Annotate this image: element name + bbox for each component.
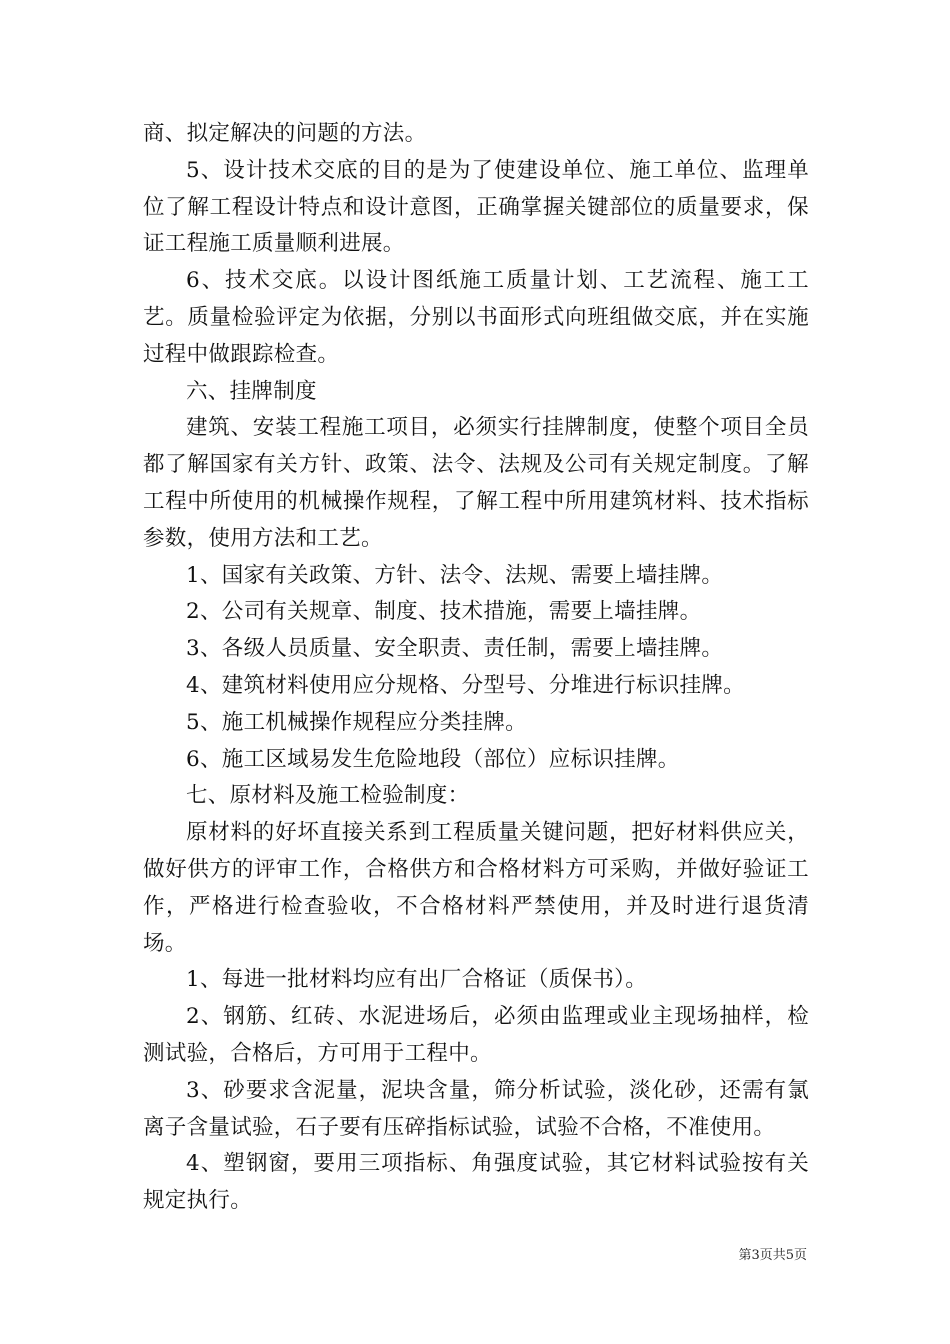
paragraph-materials-item-3: 3、砂要求含泥量，泥块含量，筛分析试验，淡化砂，还需有氯离子含量试验，石子要有压碎指标试验，试验不合格，不准使用。 <box>143 1077 809 1140</box>
paragraph-item-6-technical-briefing: 6、技术交底。以设计图纸施工质量计划、工艺流程、施工工艺。质量检验评定为依据，分别以书面形式向班组做交底，并在实施过程中做跟踪检查。 <box>143 268 809 367</box>
document-body <box>143 116 809 1220</box>
paragraph-item-5-design-briefing: 5、设计技术交底的目的是为了使建设单位、施工单位、监理单位了解工程设计特点和设计意图，正确掌握关键部位的质量要求，保证工程施工质量顺利进展。 <box>143 157 809 257</box>
paragraph-signage-item-4: 4、建筑材料使用应分规格、分型号、分堆进行标识挂牌。 <box>186 672 745 698</box>
paragraph-materials-item-2: 2、钢筋、红砖、水泥进场后，必须由监理或业主现场抽样，检测试验，合格后，方可用于工程中。 <box>143 1004 809 1066</box>
paragraph-signage-item-6: 6、施工区域易发生危险地段（部位）应标识挂牌。 <box>186 746 680 772</box>
paragraph-materials-item-4: 4、塑钢窗，要用三项指标、角强度试验，其它材料试验按有关规定执行。 <box>143 1151 809 1214</box>
page-number: 第3页共5页 <box>738 1248 807 1263</box>
paragraph-materials-intro: 原材料的好坏直接关系到工程质量关键问题，把好材料供应关，做好供方的评审工作，合格供方和合格材料方可采购，并做好验证工作，严格进行检查验收，不合格材料严禁使用，并及时进行退货清场。 <box>143 820 809 956</box>
paragraph-materials-item-1: 1、每进一批材料均应有出厂合格证（质保书）。 <box>186 967 648 993</box>
paragraph-signage-item-5: 5、施工机械操作规程应分类挂牌。 <box>186 709 527 735</box>
section-heading-materials-inspection: 七、原材料及施工检验制度： <box>186 783 470 809</box>
paragraph-signage-item-1: 1、国家有关政策、方针、法令、法规、需要上墙挂牌。 <box>186 562 724 588</box>
paragraph-signage-intro: 建筑、安装工程施工项目，必须实行挂牌制度，使整个项目全员都了解国家有关方针、政策、法令、法规及公司有关规定制度。了解工程中所使用的机械操作规程，了解工程中所用建筑材料、技术指标参数，使用方法和工艺。 <box>143 415 809 551</box>
paragraph-signage-item-2: 2、公司有关规章、制度、技术措施，需要上墙挂牌。 <box>186 599 702 625</box>
section-heading-signage-system: 六、挂牌制度 <box>186 378 317 404</box>
paragraph-continuation: 商、拟定解决的问题的方法。 <box>143 121 427 146</box>
paragraph-signage-item-3: 3、各级人员质量、安全职责、责任制，需要上墙挂牌。 <box>186 636 724 662</box>
